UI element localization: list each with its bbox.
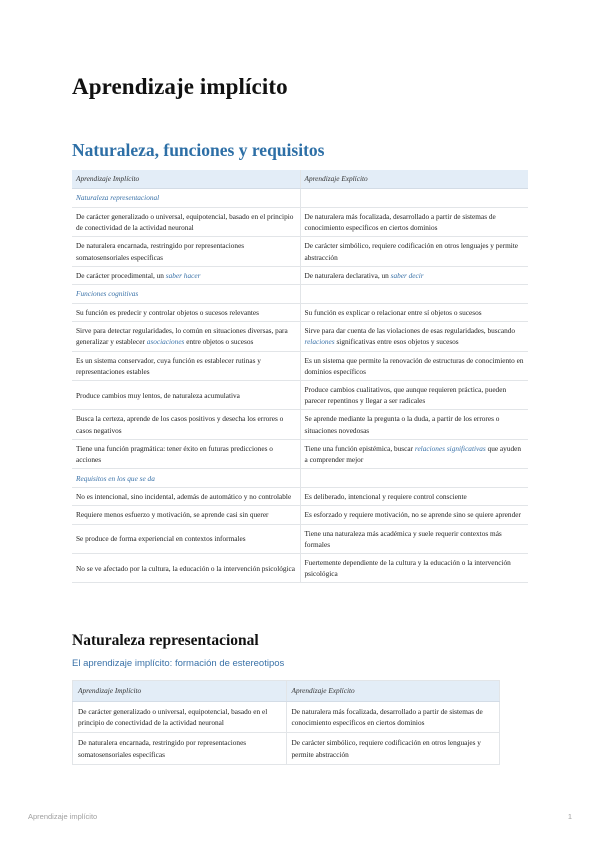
group-label-empty [300,189,528,208]
cell-implicito: De naturalera encarnada, restringido por representaciones somatosensoriales específicas [73,733,287,764]
cell-explicito: Sirve para dar cuenta de las violaciones de esas regularidades, buscando relaciones significativas entre esos objetos y sucesos [300,322,528,351]
cell-explicito: De carácter simbólico, requiere codificación en otros lenguajes y permite abstracción [300,237,528,266]
cell-implicito: Su función es predecir y controlar objetos o sucesos relevantes [72,304,300,322]
cell-implicito: De naturalera encarnada, restringido por representaciones somatosensoriales específicas [72,237,300,266]
cell-explicito: Se aprende mediante la pregunta o la duda, a partir de los errores o situaciones novedosas [300,410,528,439]
cell-implicito: Tiene una función pragmática: tener éxito en futuras predicciones o acciones [72,439,300,468]
table-row [72,304,528,322]
emphasis-text: relaciones [304,337,335,347]
group-label-empty [300,469,528,488]
page-footer [28,812,572,821]
group-row [72,285,528,304]
section-heading-naturaleza-representacional: Naturaleza representacional [72,632,259,649]
cell-implicito: Se produce de forma experiencial en contextos informales [72,524,300,553]
group-label: Funciones cognitivas [72,285,300,304]
table-header-row [73,681,500,702]
cell-implicito: No es intencional, sino incidental, además de automático y no controlable [72,488,300,506]
section-subheading: El aprendizaje implícito: formación de estereotipos [72,658,285,669]
emphasis-text: asociaciones [146,337,185,347]
cell-explicito: De naturalera declarativa, un saber decir [300,266,528,284]
comparison-table-2 [72,680,500,765]
cell-implicito: De carácter generalizado o universal, equipotencial, basado en el principio de conectividad de la actividad neuronal [73,702,287,733]
column-header-explicito: Aprendizaje Explícito [300,170,528,189]
cell-explicito: De naturalera más focalizada, desarrollado a partir de sistemas de conocimiento específicos en ciertos dominios [300,208,528,237]
cell-implicito: Produce cambios muy lentos, de naturaleza acumulativa [72,381,300,410]
table-row [72,410,528,439]
footer-title: Aprendizaje implícito [28,812,98,821]
table-row [72,351,528,380]
cell-explicito: Su función es explicar o relacionar entre sí objetos o sucesos [300,304,528,322]
cell-explicito: Es deliberado, intencional y requiere control consciente [300,488,528,506]
cell-explicito: Es un sistema que permite la renovación de estructuras de conocimiento en dominios específicos [300,351,528,380]
table-header-row [72,170,528,189]
page-title: Aprendizaje implícito [72,74,288,99]
column-header-implicito: Aprendizaje Implícito [72,170,300,189]
emphasis-text: saber hacer [165,270,201,280]
column-header-explicito: Aprendizaje Explícito [286,681,500,702]
table-row [72,506,528,524]
table-row [72,554,528,583]
cell-implicito: De carácter generalizado o universal, equipotencial, basado en el principio de conectividad de la actividad neuronal [72,208,300,237]
table-row [72,524,528,553]
group-label: Naturaleza representacional [72,189,300,208]
cell-implicito: Es un sistema conservador, cuya función es establecer rutinas y representaciones estables [72,351,300,380]
cell-explicito: De carácter simbólico, requiere codificación en otros lenguajes y permite abstracción [286,733,500,764]
group-row [72,189,528,208]
table-row [72,266,528,284]
cell-explicito: Fuertemente dependiente de la cultura y la educación o la intervención psicológica [300,554,528,583]
cell-explicito: De naturalera más focalizada, desarrollado a partir de sistemas de conocimiento específicos en ciertos dominios [286,702,500,733]
table-row [72,208,528,237]
comparison-table [72,170,528,583]
cell-explicito: Tiene una naturaleza más académica y suele requerir contextos más formales [300,524,528,553]
table-row [72,439,528,468]
group-row [72,469,528,488]
cell-explicito: Es esforzado y requiere motivación, no se aprende sino se quiere aprender [300,506,528,524]
table-row [73,733,500,764]
group-label: Requisitos en los que se da [72,469,300,488]
column-header-implicito: Aprendizaje Implícito [73,681,287,702]
cell-implicito: Sirve para detectar regularidades, lo común en situaciones diversas, para generalizar y establecer asociaciones entre objetos o sucesos [72,322,300,351]
cell-implicito: Requiere menos esfuerzo y motivación, se aprende casi sin querer [72,506,300,524]
table-row [72,322,528,351]
emphasis-text: saber decir [390,270,424,280]
table-row [73,702,500,733]
table-row [72,488,528,506]
cell-explicito: Produce cambios cualitativos, que aunque requieren práctica, pueden parecer repentinos y llegar a ser radicales [300,381,528,410]
cell-implicito: Busca la certeza, aprende de los casos positivos y desecha los errores o casos negativos [72,410,300,439]
cell-implicito: De carácter procedimental, un saber hacer [72,266,300,284]
cell-explicito: Tiene una función epistémica, buscar relaciones significativas que ayuden a comprender mejor [300,439,528,468]
group-label-empty [300,285,528,304]
table-row [72,381,528,410]
page-number: 1 [567,812,572,821]
table-row [72,237,528,266]
cell-implicito: No se ve afectado por la cultura, la educación o la intervención psicológica [72,554,300,583]
emphasis-text: relaciones significativas [414,443,486,453]
section-heading-naturaleza-funciones: Naturaleza, funciones y requisitos [72,140,325,160]
